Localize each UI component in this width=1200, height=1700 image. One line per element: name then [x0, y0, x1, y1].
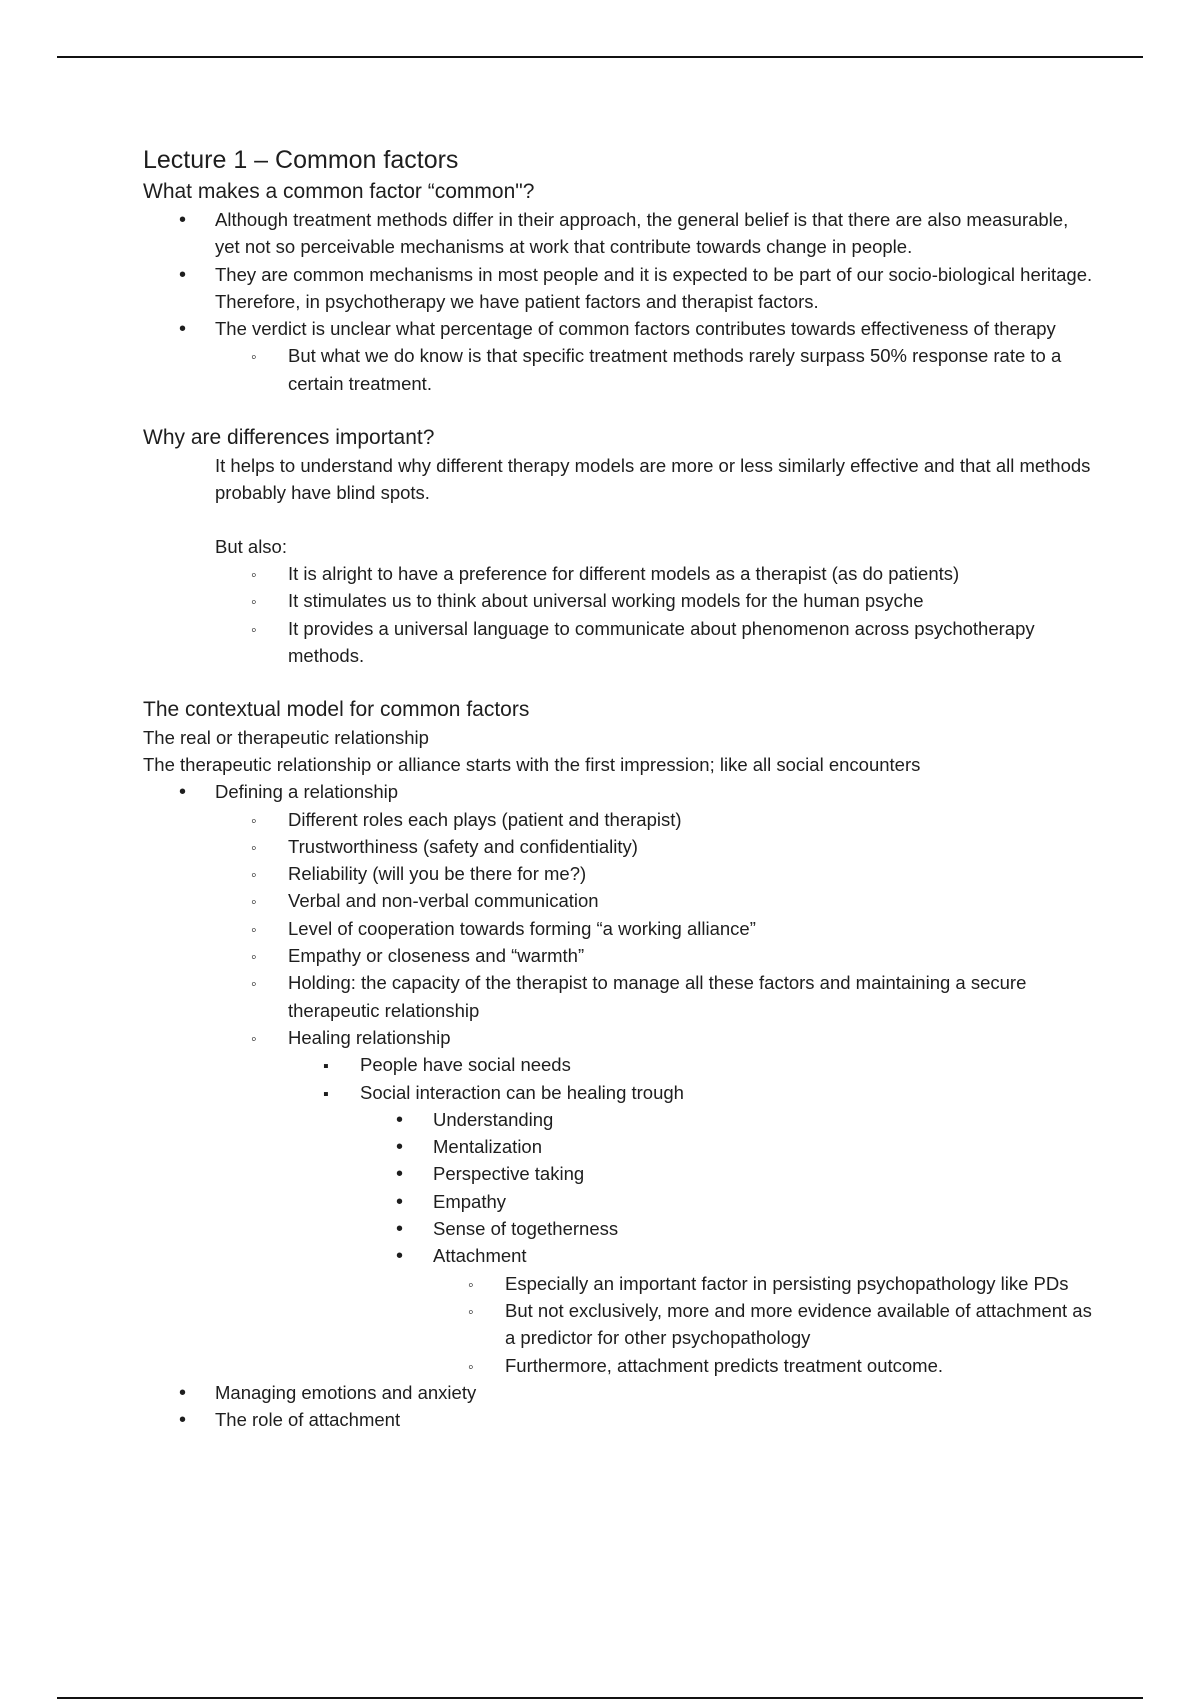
- circle-bullet-icon: [251, 942, 257, 971]
- list-item: ◦ But what we do know is that specific treatment methods rarely surpass 50% response rate to a certain treatment.: [143, 342, 1093, 397]
- circle-bullet-icon: [251, 587, 257, 616]
- list-item: • Attachment: [143, 1242, 1093, 1269]
- subheading: The real or therapeutic relationship: [143, 727, 429, 749]
- bullet-icon: [179, 778, 186, 806]
- list-item: • Mentalization: [143, 1133, 1093, 1160]
- circle-bullet-icon: [251, 560, 257, 589]
- circle-bullet-icon: [251, 833, 257, 862]
- list-item: ▪ Social interaction can be healing trough: [143, 1079, 1093, 1106]
- circle-bullet-icon: [251, 1024, 257, 1053]
- bullet-icon: [179, 261, 186, 289]
- paragraph: But also:: [215, 536, 287, 558]
- page-title: Lecture 1 – Common factors: [143, 146, 459, 174]
- list-item: • Perspective taking: [143, 1160, 1093, 1187]
- bullet-icon: [396, 1133, 403, 1161]
- list-item: ◦ Healing relationship: [143, 1024, 1093, 1051]
- bullet-icon: [179, 206, 186, 234]
- bullet-icon: [396, 1106, 403, 1134]
- header-rule: [57, 56, 1143, 58]
- list-item: • The verdict is unclear what percentage of common factors contributes towards effectiveness of therapy: [143, 315, 1093, 342]
- paragraph: It helps to understand why different therapy models are more or less similarly effective and that all methods probably have blind spots.: [215, 455, 1091, 504]
- bullet-list: [143, 206, 1093, 397]
- list-item: • Sense of togetherness: [143, 1215, 1093, 1242]
- bullet-icon: [179, 1406, 186, 1434]
- bullet-icon: [396, 1160, 403, 1188]
- footer-rule: [57, 1697, 1143, 1699]
- list-item: ◦ Different roles each plays (patient and therapist): [143, 806, 1093, 833]
- bullet-icon: [179, 315, 186, 343]
- circle-bullet-icon: [251, 915, 257, 944]
- circle-bullet-icon: [251, 860, 257, 889]
- list-item: ◦ It provides a universal language to communicate about phenomenon across psychotherapy methods.: [143, 615, 1093, 670]
- circle-bullet-icon: [251, 969, 257, 998]
- circle-bullet-icon: [251, 615, 257, 644]
- bullet-icon: [396, 1215, 403, 1243]
- list-item: • They are common mechanisms in most people and it is expected to be part of our socio-biological heritage. Therefore, in psychotherapy we have patient factors and therapist factors.: [143, 261, 1093, 316]
- list-item: ◦ But not exclusively, more and more evidence available of attachment as a predictor for other psychopathology: [143, 1297, 1093, 1352]
- circle-bullet-icon: [468, 1270, 474, 1299]
- list-item: • Defining a relationship: [143, 778, 1093, 805]
- list-item: ◦ Level of cooperation towards forming “a working alliance”: [143, 915, 1093, 942]
- list-item: • Although treatment methods differ in their approach, the general belief is that there are also measurable, yet not so perceivable mechanisms at work that contribute towards change in people.: [143, 206, 1093, 261]
- document-body: [143, 145, 1093, 1433]
- bullet-icon: [179, 1379, 186, 1407]
- list-item: ◦ Especially an important factor in persisting psychopathology like PDs: [143, 1270, 1093, 1297]
- circle-bullet-icon: [251, 806, 257, 835]
- section-heading-differences: Why are differences important?: [143, 426, 435, 450]
- bullet-list: [143, 560, 1093, 669]
- paragraph: The therapeutic relationship or alliance starts with the first impression; like all social encounters: [143, 754, 921, 776]
- list-item: • Managing emotions and anxiety: [143, 1379, 1093, 1406]
- list-item: • The role of attachment: [143, 1406, 1093, 1433]
- list-item: ◦ Verbal and non-verbal communication: [143, 887, 1093, 914]
- circle-bullet-icon: [251, 887, 257, 916]
- list-item: ◦ Furthermore, attachment predicts treatment outcome.: [143, 1352, 1093, 1379]
- circle-bullet-icon: [468, 1352, 474, 1381]
- section-heading-common: What makes a common factor “common"?: [143, 180, 535, 203]
- section-heading-contextual-model: The contextual model for common factors: [143, 698, 530, 722]
- bullet-icon: [396, 1188, 403, 1216]
- bullet-list: [143, 778, 1093, 1433]
- list-item: ◦ Reliability (will you be there for me?): [143, 860, 1093, 887]
- list-item: ◦ Empathy or closeness and “warmth”: [143, 942, 1093, 969]
- list-item: ▪ People have social needs: [143, 1051, 1093, 1078]
- circle-bullet-icon: [251, 342, 257, 371]
- circle-bullet-icon: [468, 1297, 474, 1326]
- bullet-icon: [396, 1242, 403, 1270]
- list-item: • Empathy: [143, 1188, 1093, 1215]
- list-item: ◦ Trustworthiness (safety and confidentiality): [143, 833, 1093, 860]
- list-item: • Understanding: [143, 1106, 1093, 1133]
- list-item: ◦ It stimulates us to think about universal working models for the human psyche: [143, 587, 1093, 614]
- list-item: ◦ Holding: the capacity of the therapist to manage all these factors and maintaining a secure therapeutic relationship: [143, 969, 1093, 1024]
- square-bullet-icon: [323, 1051, 329, 1080]
- square-bullet-icon: [323, 1079, 329, 1108]
- list-item: ◦ It is alright to have a preference for different models as a therapist (as do patients): [143, 560, 1093, 587]
